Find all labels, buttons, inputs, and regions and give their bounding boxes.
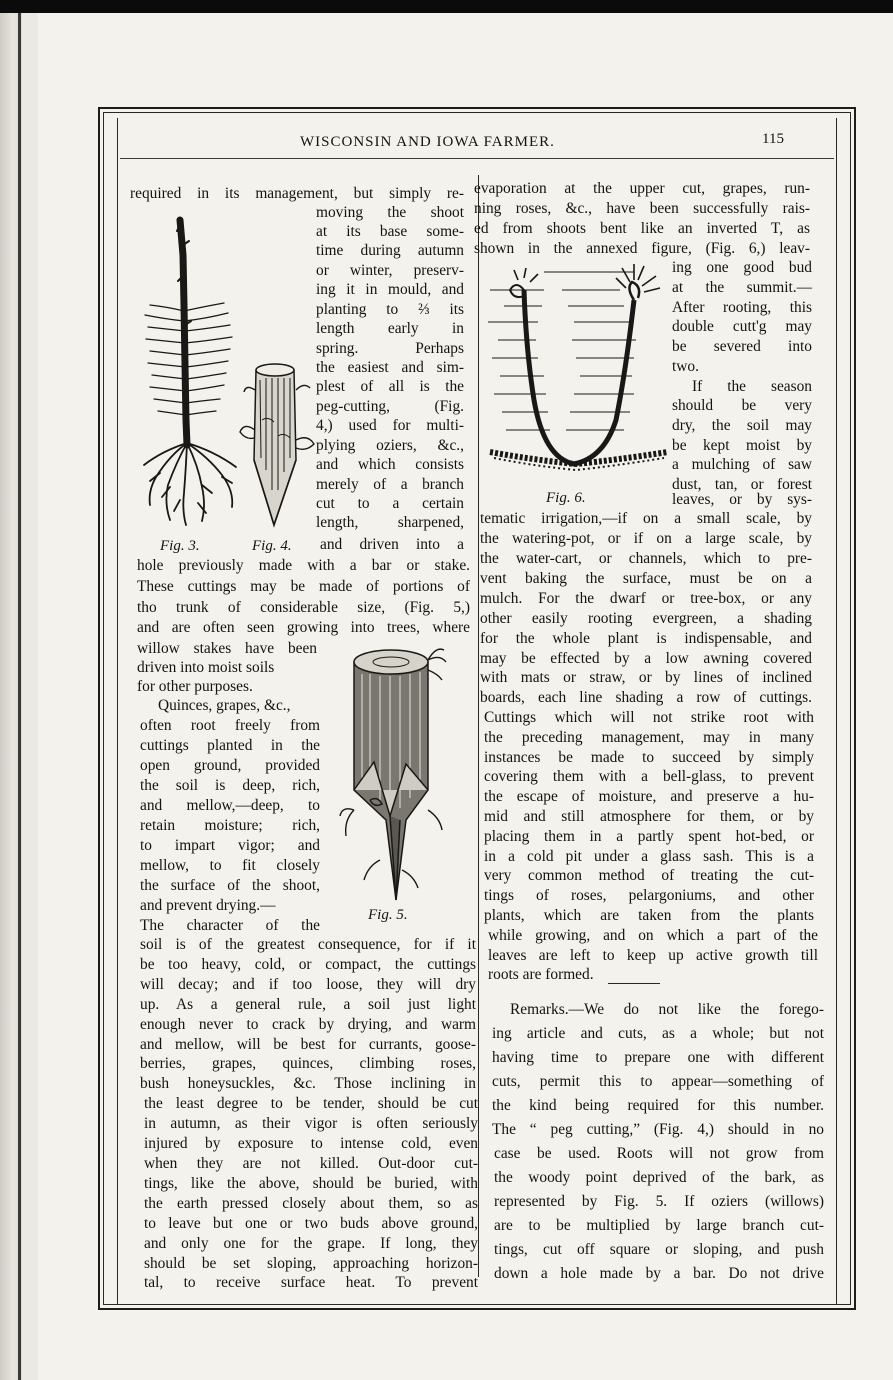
body-text-line: After rooting, this [672, 299, 812, 316]
body-text-line: Cuttings which will not strike root with [484, 709, 814, 726]
body-text-line: vent baking the surface, must be on a [480, 570, 812, 587]
body-text-line: covering them with a bell-glass, to prevent [484, 768, 814, 785]
body-text-line: length early in [316, 320, 464, 337]
remarks-text-line: ing article and cuts, as a whole; but not [492, 1025, 824, 1042]
remarks-text-line: the woody point deprived of the bark, as [494, 1169, 824, 1186]
body-text-line: willow stakes have been [137, 640, 317, 657]
body-text-line: the watering-pot, or if on a large scale, by [480, 530, 812, 547]
running-head: WISCONSIN AND IOWA FARMER. [300, 134, 555, 150]
body-text-line: and driven into a [320, 536, 464, 553]
body-text-line: These cuttings may be made of portions of [137, 578, 470, 595]
body-text-line: the escape of moisture, and preserve a hu- [484, 788, 814, 805]
body-text-line: merely of a branch [316, 476, 464, 493]
body-text-line: and are often seen growing into trees, where [137, 619, 470, 636]
body-text-line: ed from shoots bent like an inverted T, as [474, 220, 810, 237]
fig6-caption: Fig. 6. [546, 490, 586, 506]
body-text-line: required in its management, but simply re- [130, 185, 464, 202]
remarks-text-line: down a hole made by a bar. Do not drive [494, 1265, 824, 1282]
body-text-line: leaves are left to keep up active growth till [488, 947, 818, 964]
body-text-line: in a cold pit under a glass sash. This is a [484, 848, 814, 865]
body-text-line: time during autumn [316, 242, 464, 259]
body-text-line: plest of all is the [316, 378, 464, 395]
body-text-line: placing them in a partly spent hot-bed, or [484, 828, 814, 845]
fig5-caption: Fig. 5. [368, 907, 408, 923]
body-text-line: be kept moist by [672, 437, 812, 454]
fig3-caption: Fig. 3. [160, 538, 200, 554]
column-rule [478, 175, 479, 1277]
body-text-line: and prevent drying.— [140, 897, 276, 914]
body-text-line: injured by exposure to intense cold, even [144, 1135, 478, 1152]
body-text-line: very common method of treating the cut- [484, 867, 814, 884]
body-text-line: ing one good bud [672, 259, 812, 276]
body-text-line: boards, each line shading a row of cuttings. [480, 689, 812, 706]
body-text-line: mellow, to fit closely [140, 857, 320, 874]
body-text-line: or winter, preserv- [316, 262, 464, 279]
remarks-text-line: represented by Fig. 5. If oziers (willows) [494, 1193, 824, 1210]
spine-edge [18, 13, 21, 1380]
body-text-line: with mats or straw, or by lines of inclined [480, 669, 812, 686]
body-text-line: tematic irrigation,—if on a small scale, by [480, 510, 812, 527]
body-text-line: two. [672, 358, 699, 375]
body-text-line: enough never to crack by drying, and warm [140, 1016, 476, 1033]
body-text-line: 4,) used for multi- [316, 417, 464, 434]
body-text-line: plying oziers, &c., [316, 437, 464, 454]
remarks-text-line: are to be multiplied by large branch cut- [494, 1217, 824, 1234]
fig4-illustration [238, 360, 318, 530]
body-text-line: and mellow,—deep, to [140, 797, 320, 814]
body-text-line: bush honeysuckles, &c. Those inclining in [140, 1075, 476, 1092]
body-text-line: tal, to receive surface heat. To prevent [144, 1274, 478, 1291]
fig4-caption: Fig. 4. [252, 538, 292, 554]
body-text-line: tings of roses, pelargoniums, and other [484, 887, 814, 904]
body-text-line: often root freely from [140, 717, 320, 734]
remarks-text-line: having time to prepare one with different [492, 1049, 824, 1066]
body-text-line: planting to ⅔ its [316, 301, 464, 318]
body-text-line: moving the shoot [316, 204, 464, 221]
body-text-line: roots are formed. [488, 966, 594, 983]
body-text-line: shown in the annexed figure, (Fig. 6,) leav- [474, 240, 810, 257]
body-text-line: and mellow, will be best for currants, goose- [140, 1036, 476, 1053]
body-text-line: ing it in mould, and [316, 281, 464, 298]
body-text-line: driven into moist soils [137, 659, 275, 676]
body-text-line: the least degree to be tender, should be cut [144, 1095, 478, 1112]
body-text-line: spring. Perhaps [316, 340, 464, 357]
body-text-line: dust, tan, or forest [672, 476, 812, 493]
body-text-line: in autumn, as their vigor is often seriously [144, 1115, 478, 1132]
body-text-line: the earth pressed closely about them, so as [144, 1195, 478, 1212]
body-text-line: at its base some- [316, 223, 464, 240]
remarks-text-line: tings, cut off square or sloping, and push [494, 1241, 824, 1258]
body-text-line: for the whole plant is indispensable, and [480, 630, 812, 647]
body-text-line: tho trunk of considerable size, (Fig. 5,) [137, 599, 470, 616]
body-text-line: the easiest and sim- [316, 359, 464, 376]
section-separator [608, 983, 660, 984]
remarks-text-line: cuts, permit this to appear—something of [492, 1073, 824, 1090]
body-text-line: to impart vigor; and [140, 837, 320, 854]
body-text-line: The character of the [140, 917, 320, 934]
body-text-line: should be set sloping, approaching horizon- [144, 1255, 478, 1272]
body-text-line: be severed into [672, 338, 812, 355]
top-border [0, 0, 893, 13]
body-text-line: cuttings planted in the [140, 737, 320, 754]
body-text-line: double cutt'g may [672, 318, 812, 335]
header-rule [120, 158, 834, 159]
body-text-line: while growing, and on which a part of the [488, 927, 818, 944]
body-text-line: the soil is deep, rich, [140, 777, 320, 794]
body-text-line: the surface of the shoot, [140, 877, 320, 894]
remarks-text-line: case be used. Roots will not grow from [494, 1145, 824, 1162]
body-text-line: peg-cutting, (Fig. [316, 398, 464, 415]
body-text-line: should be very [672, 397, 812, 414]
body-text-line: hole previously made with a bar or stake. [137, 557, 470, 574]
body-text-line: instances be made to succeed by simply [484, 749, 814, 766]
fig5-illustration [340, 640, 450, 905]
body-text-line: mulch. For the dwarf or tree-box, or any [480, 590, 812, 607]
body-text-line: cut to a certain [316, 495, 464, 512]
body-text-line: the water-cart, or channels, which to pre- [480, 550, 812, 567]
body-text-line: If the season [692, 378, 812, 395]
body-text-line: and only one for the grape. If long, they [144, 1235, 478, 1252]
remarks-text-line: the kind being required for this number. [492, 1097, 824, 1114]
body-text-line: leaves, or by sys- [672, 491, 812, 508]
body-text-line: at the summit.— [672, 279, 812, 296]
page-number: 115 [762, 131, 784, 147]
body-text-line: mid and still atmosphere for them, or by [484, 808, 814, 825]
body-text-line: open ground, provided [140, 757, 320, 774]
body-text-line: other easily rooting evergreen, a shading [480, 610, 812, 627]
body-text-line: be too heavy, cold, or compact, the cuttings [140, 956, 476, 973]
body-text-line: length, sharpened, [316, 514, 464, 531]
remarks-text-line: The “ peg cutting,” (Fig. 4,) should in no [492, 1121, 824, 1138]
body-text-line: Quinces, grapes, &c., [158, 697, 291, 714]
body-text-line: soil is of the greatest consequence, for if it [140, 936, 476, 953]
body-text-line: dry, the soil may [672, 417, 812, 434]
body-text-line: retain moisture; rich, [140, 817, 320, 834]
body-text-line: a mulching of saw [672, 456, 812, 473]
body-text-line: may be effected by a low awning covered [480, 650, 812, 667]
body-text-line: and which consists [316, 456, 464, 473]
body-text-line: when they are not killed. Out-door cut- [144, 1155, 478, 1172]
remarks-text-line: Remarks.—We do not like the forego- [510, 1001, 824, 1018]
body-text-line: to leave but one or two buds above ground, [144, 1215, 478, 1232]
body-text-line: evaporation at the upper cut, grapes, run- [474, 180, 810, 197]
body-text-line: the preceding management, may in many [484, 729, 814, 746]
body-text-line: will decay; and if too loose, they will dry [140, 976, 476, 993]
fig3-illustration [140, 215, 245, 530]
body-text-line: berries, grapes, quinces, climbing roses, [140, 1055, 476, 1072]
body-text-line: ning roses, &c., have been successfully rais- [474, 200, 810, 217]
body-text-line: for other purposes. [137, 678, 253, 695]
body-text-line: tings, like the above, should be buried, with [144, 1175, 478, 1192]
fig6-illustration [484, 260, 674, 475]
body-text-line: plants, which are taken from the plants [484, 907, 814, 924]
body-text-line: up. As a general rule, a soil just light [140, 996, 476, 1013]
